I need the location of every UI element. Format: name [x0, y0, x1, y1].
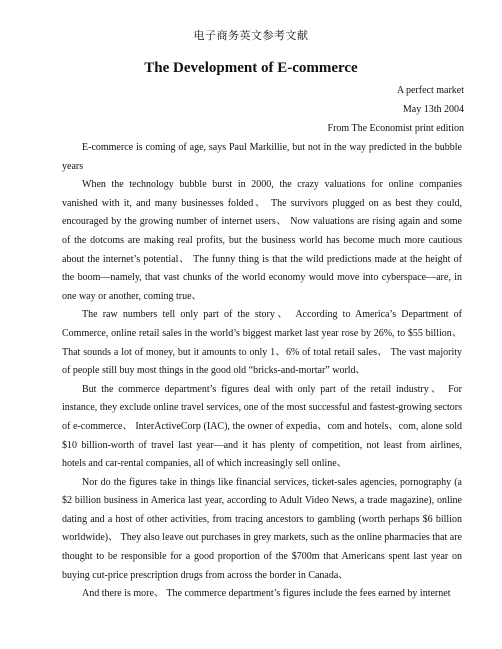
- article-paragraph: Nor do the figures take in things like financial services, ticket-sales agencies, pornography (a $2 billion business in America last year, according to Adult Video News, a trade magazine), online dating and a host of other activities, from tracing ancestors to gambling (worth perhaps $6 billion worldwide)、 They also leave out purchases in grey markets, such as the online pharmacies that are thought to be responsible for a good proportion of the $700m that Americans spent last year on buying cut-price prescription drugs from across the border in Canada、: [62, 476, 462, 581]
- article-source: From The Economist print edition: [327, 123, 464, 134]
- article-title: The Development of E-commerce: [144, 60, 358, 76]
- article-paragraph: But the commerce department’s figures deal with only part of the retail industry、 For instance, they exclude online travel services, one of the most successful and fastest-growing sectors of e-commerce、 InterActiveCorp (IAC), the owner of expedia、com and hotels、com, alone sold $10 billion-worth of travel last year—and it has plenty of competition, not least from airlines, hotels and car-rental companies, all of which increasingly sell online、: [62, 383, 462, 470]
- page-header: 电子商务英文参考文献: [193, 29, 309, 42]
- article-paragraph: And there is more、 The commerce department’s figures include the fees earned by internet: [82, 588, 451, 600]
- article-subtitle: A perfect market: [396, 85, 464, 96]
- article-date: May 13th 2004: [402, 104, 464, 115]
- article-body: [62, 139, 462, 604]
- article-paragraph: E-commerce is coming of age, says Paul Markillie, but not in the way predicted in the bubble years: [62, 142, 462, 172]
- article-paragraph: When the technology bubble burst in 2000, the crazy valuations for online companies vanished with it, and many businesses folded、 The survivors plugged on as best they could, encouraged by the growing number of internet users、 Now valuations are rising again and some of the dotcoms are making real profits, but the business world has become much more cautious about the internet’s potential、 The funny thing is that the wild predictions made at the height of the boom—namely, that vast chunks of the world economy would move into cyberspace—are, in one way or another, coming true、: [62, 179, 462, 302]
- article-paragraph: The raw numbers tell only part of the story、 According to America’s Department of Commerce, online retail sales in the world’s biggest market last year rose by 26%, to $55 billion、 That sounds a lot of money, but it amounts to only 1、6% of total retail sales、 The vast majority of people still buy most things in the good old “bricks-and-mortar” world、: [62, 309, 462, 377]
